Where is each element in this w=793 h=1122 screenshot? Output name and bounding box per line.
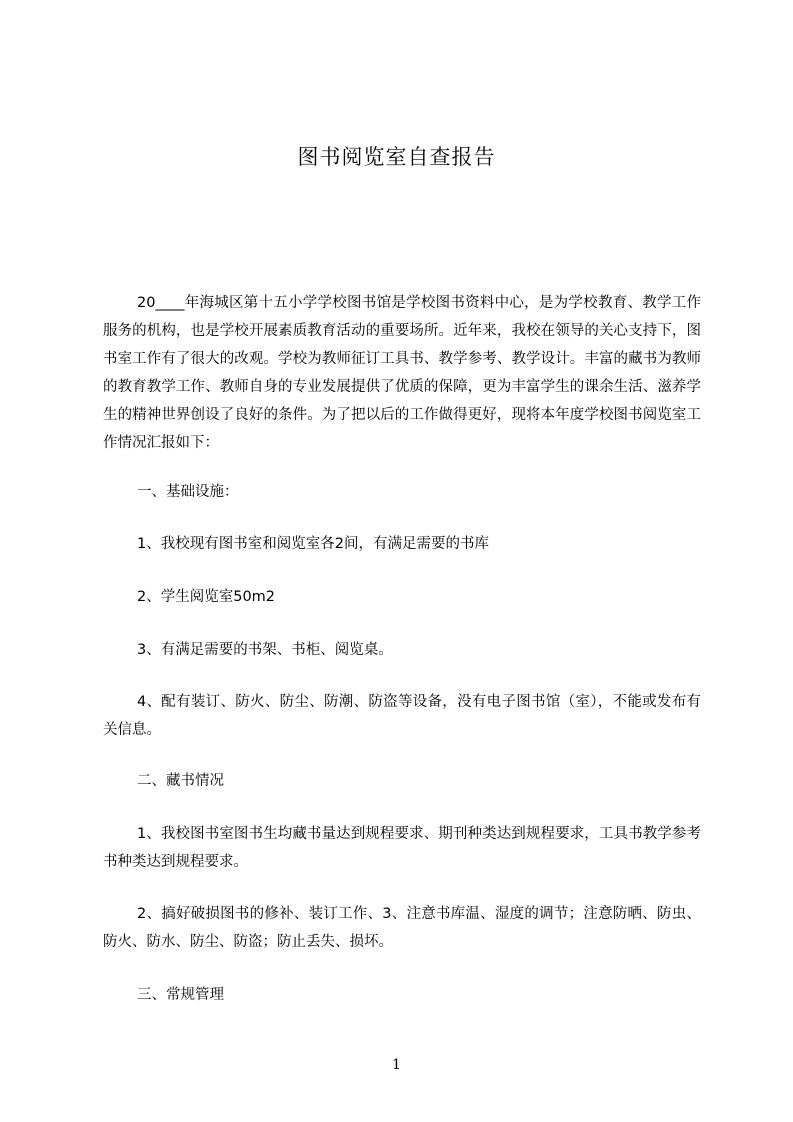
page-number: 1 [392, 1057, 401, 1073]
facilities-item-3: 3、有满足需要的书架、书柜、阅览桌。 [137, 642, 393, 658]
section-heading-collection: 二、藏书情况 [137, 773, 224, 789]
section-heading-management: 三、常规管理 [137, 987, 224, 1003]
collection-item-2: 2、搞好破损图书的修补、装订工作、3、注意书库温、湿度的调节；注意防晒、防虫、防火、防水、防尘、防盗；防止丢失、损坏。 [103, 906, 701, 950]
facilities-item-4: 4、配有装订、防火、防尘、防潮、防盗等设备，没有电子图书馆（室），不能或发布有关信息。 [103, 694, 701, 738]
section-heading-facilities: 一、基础设施： [137, 484, 239, 500]
document-title: 图书阅览室自查报告 [297, 145, 496, 169]
collection-item-1: 1、我校图书室图书生均藏书量达到规程要求、期刊种类达到规程要求，工具书教学参考书种类达到规程要求。 [103, 826, 701, 870]
facilities-item-1: 1、我校现有图书室和阅览室各2间，有满足需要的书库 [137, 536, 489, 552]
facilities-item-2: 2、学生阅览室50m2 [137, 589, 276, 605]
intro-paragraph: 20____年海城区第十五小学学校图书馆是学校图书资料中心，是为学校教育、教学工作服务的机构，也是学校开展素质教育活动的重要场所。近年来，我校在领导的关心支持下，图书室工作有了很大的改观。学校为教师征订工具书、教学参考、教学设计。丰富的藏书为教师的教育教学工作、教师自身的专业发展提供了优质的保障，更为丰富学生的课余生活、滋养学生的精神世界创设了良好的条件。为了把以后的工作做得更好，现将本年度学校图书阅览室工作情况汇报如下： [103, 295, 701, 451]
